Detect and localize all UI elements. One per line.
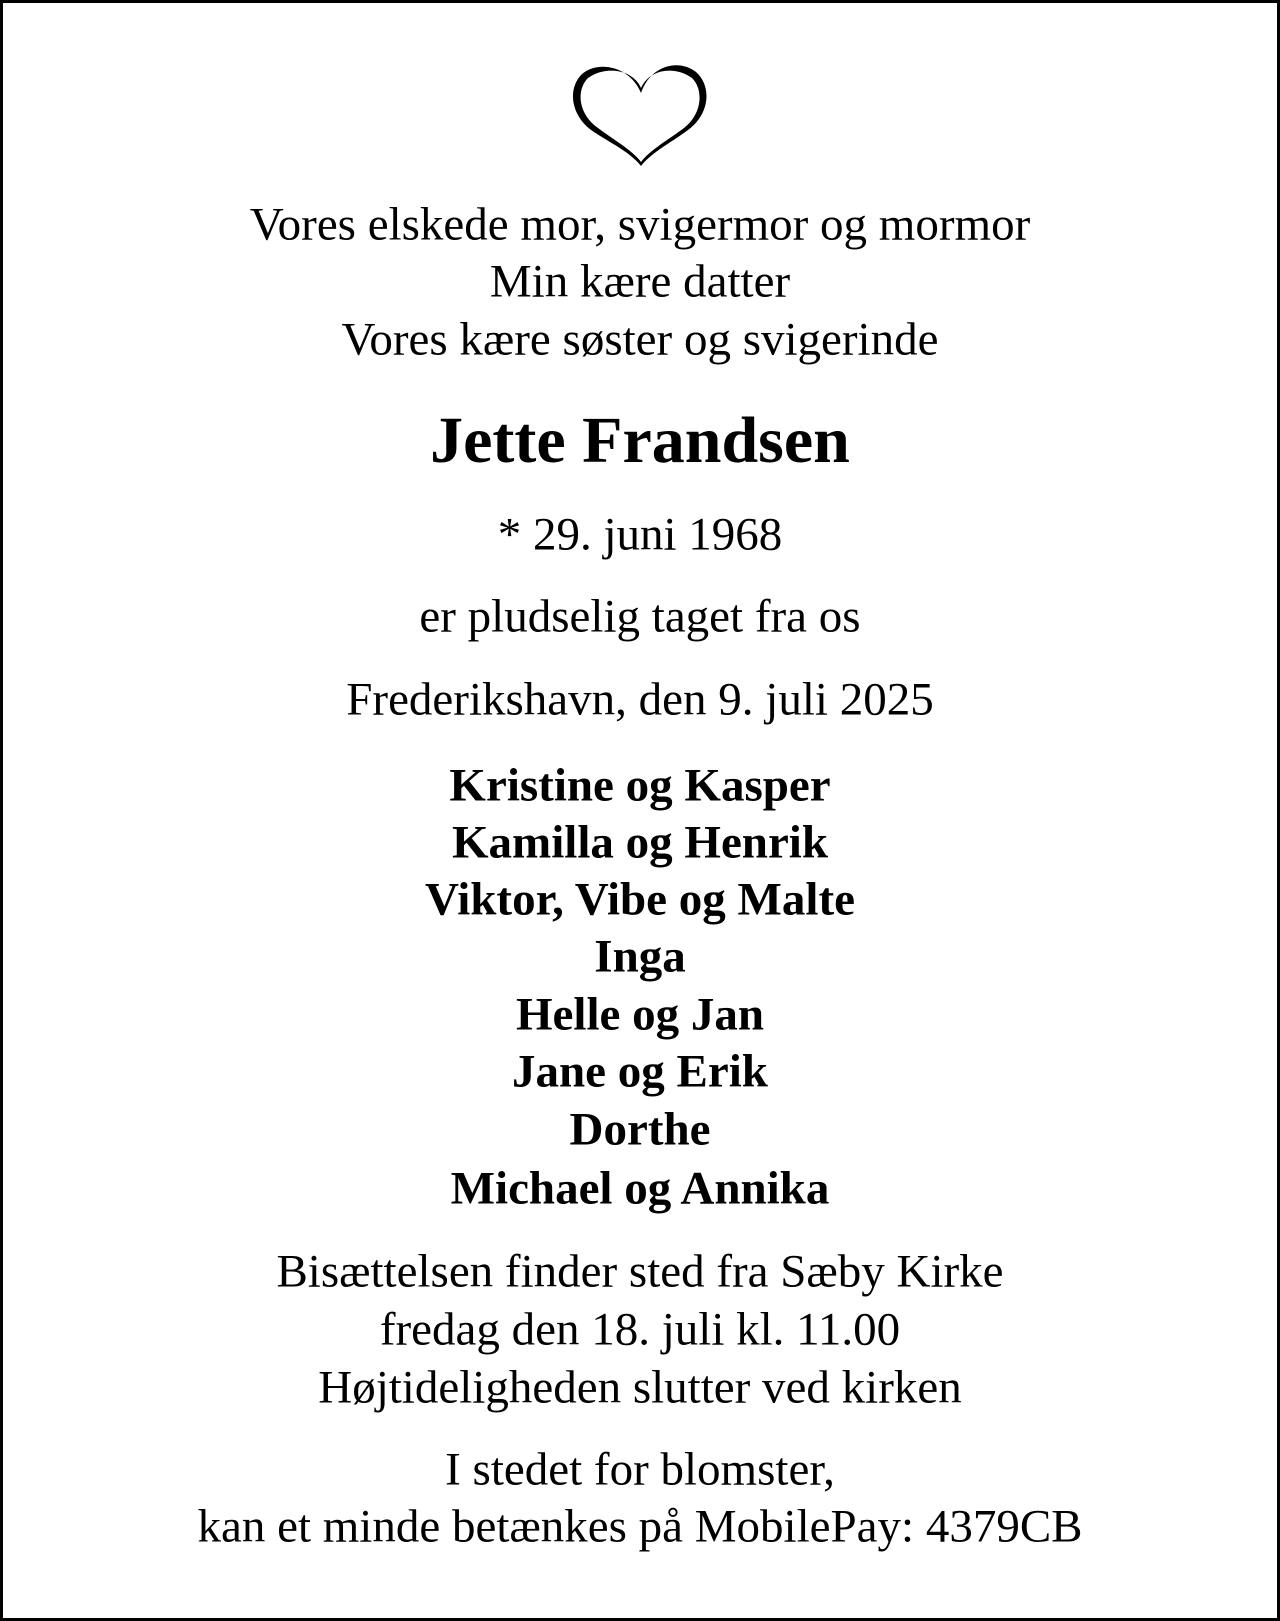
place-date: Frederikshavn, den 9. juli 2025 <box>346 673 934 726</box>
mourner: Kamilla og Henrik <box>452 816 828 869</box>
intro-line: Min kære datter <box>489 255 791 308</box>
service-line: fredag den 18. juli kl. 11.00 <box>379 1303 901 1356</box>
heart-icon <box>568 60 714 170</box>
mourner: Jane og Erik <box>512 1045 768 1098</box>
mourner: Kristine og Kasper <box>449 759 831 812</box>
mourner: Viktor, Vibe og Malte <box>425 873 855 926</box>
donation-line: kan et minde betænkes på MobilePay: 4379CB <box>197 1500 1083 1553</box>
mourner: Inga <box>594 930 686 983</box>
mourner: Helle og Jan <box>515 988 765 1041</box>
donation-line: I stedet for blomster, <box>445 1443 835 1496</box>
intro-line: Vores kære søster og svigerinde <box>341 313 939 366</box>
deceased-name: Jette Frandsen <box>430 404 850 477</box>
mourner: Michael og Annika <box>450 1162 830 1215</box>
birth-date: * 29. juni 1968 <box>497 508 783 561</box>
passing-text: er pludselig taget fra os <box>419 590 861 643</box>
intro-line: Vores elskede mor, svigermor og mormor <box>249 198 1031 251</box>
mourner: Dorthe <box>569 1103 711 1156</box>
service-line: Højtideligheden slutter ved kirken <box>318 1361 962 1414</box>
service-line: Bisættelsen finder sted fra Sæby Kirke <box>276 1245 1004 1298</box>
